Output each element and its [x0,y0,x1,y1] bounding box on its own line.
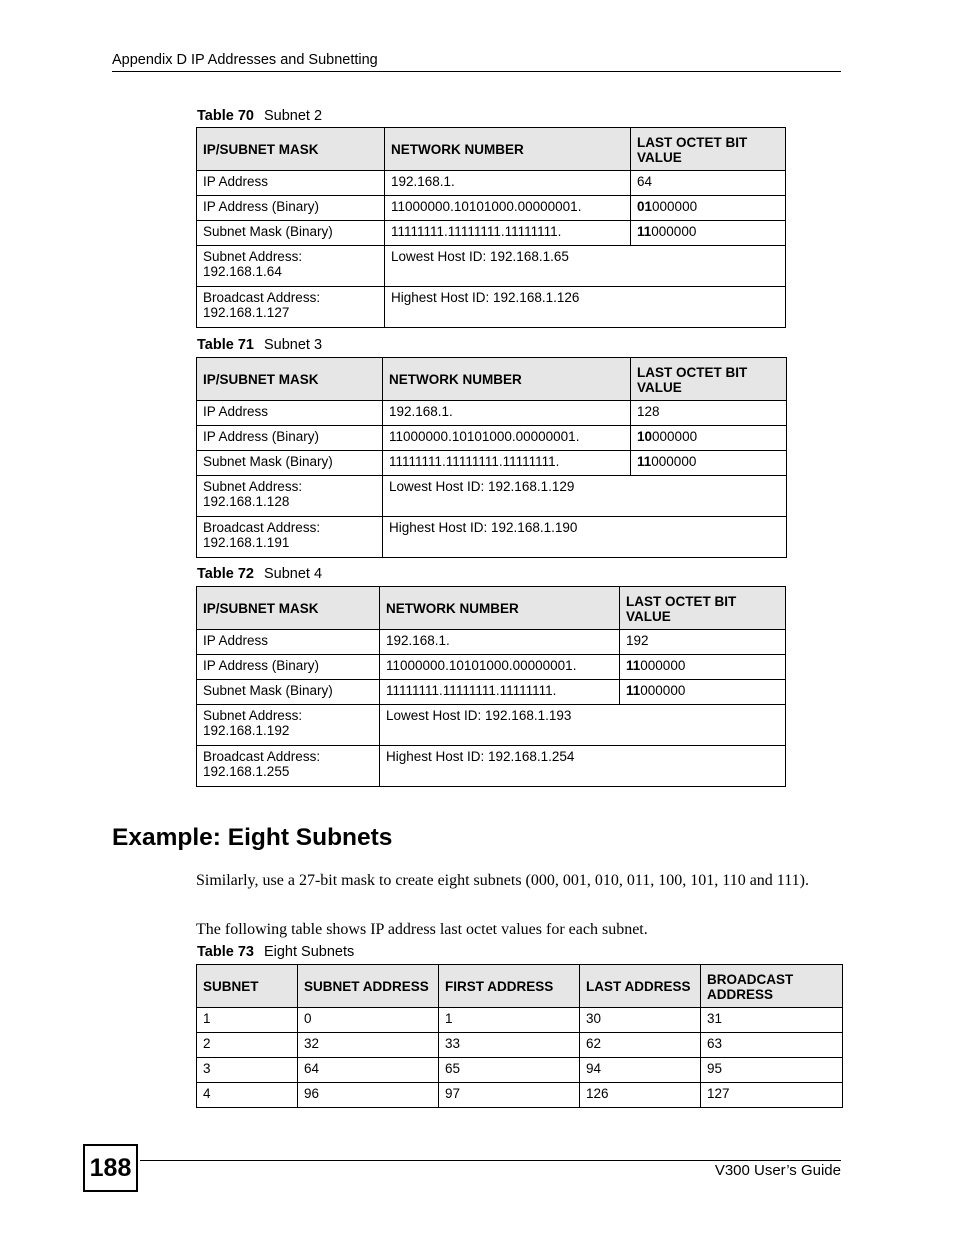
column-header: NETWORK NUMBER [383,358,631,401]
eight-subnets-table [196,964,843,1108]
table-cell: 94 [580,1058,701,1083]
column-header: BROADCAST ADDRESS [701,965,843,1008]
table-cell: 11111111.11111111.11111111. [380,680,620,705]
subnet-table [196,586,786,787]
table-row [197,476,787,517]
subnet-address-value: 192.168.1.64 [203,264,282,279]
table-label: Table 73 [197,944,254,960]
table-cell: IP Address [197,401,383,426]
bit-bold: 11 [626,683,641,698]
table-cell: 31 [701,1008,843,1033]
table-label: Table 71 [197,337,254,353]
table-row [197,746,786,787]
table-cell: IP Address (Binary) [197,426,383,451]
table-cell: 95 [701,1058,843,1083]
table-cell [197,705,380,746]
bit-bold: 11 [626,658,641,673]
table-cell: 3 [197,1058,298,1083]
broadcast-address-label: Broadcast Address: [203,520,321,535]
table-cell [620,630,786,655]
table-caption [197,337,322,353]
table-cell: 65 [439,1058,580,1083]
column-header: LAST OCTET BIT VALUE [620,587,786,630]
table-cell: 1 [197,1008,298,1033]
table-title: Subnet 3 [263,337,323,353]
table-cell: 63 [701,1033,843,1058]
table-cell: 192.168.1. [380,630,620,655]
table-row [197,451,787,476]
table-cell: 64 [298,1058,439,1083]
table-cell [631,221,786,246]
table-cell: Subnet Mask (Binary) [197,451,383,476]
table-cell: 11000000.10101000.00000001. [380,655,620,680]
broadcast-address-value: 192.168.1.127 [203,305,290,320]
broadcast-address-label: Broadcast Address: [203,290,321,305]
table-cell: 192.168.1. [385,171,631,196]
table-cell: 30 [580,1008,701,1033]
table-cell: 4 [197,1083,298,1108]
running-header: Appendix D IP Addresses and Subnetting [112,52,378,68]
table-row [197,246,786,287]
table-cell: 11000000.10101000.00000001. [385,196,631,221]
subnet-address-label: Subnet Address: [203,479,303,494]
table-cell: 1 [439,1008,580,1033]
table-cell: 126 [580,1083,701,1108]
table-row [197,655,786,680]
subnet-address-value: 192.168.1.192 [203,723,290,738]
table-row [197,1058,843,1083]
table-cell: Highest Host ID: 192.168.1.190 [383,517,787,558]
bit-rest: 000000 [640,658,686,673]
table-cell: 97 [439,1083,580,1108]
table-cell: IP Address [197,171,385,196]
table-row [197,1008,843,1033]
body-paragraph: The following table shows IP address last octet values for each subnet. [196,921,648,938]
bit-rest: 000000 [652,199,698,214]
table-cell: 192.168.1. [383,401,631,426]
table-cell [197,746,380,787]
table-cell: IP Address (Binary) [197,655,380,680]
table-cell [620,655,786,680]
subnet-address-value: 192.168.1.128 [203,494,290,509]
subnet-address-label: Subnet Address: [203,249,303,264]
table-row [197,1033,843,1058]
table-cell: Subnet Mask (Binary) [197,221,385,246]
table-title: Subnet 4 [263,566,323,582]
table-caption [197,566,322,582]
table-cell: Highest Host ID: 192.168.1.254 [380,746,786,787]
table-cell: 127 [701,1083,843,1108]
table-row [197,221,786,246]
table-cell: Lowest Host ID: 192.168.1.65 [385,246,786,287]
table-cell: Highest Host ID: 192.168.1.126 [385,287,786,328]
table-cell: 11111111.11111111.11111111. [383,451,631,476]
broadcast-address-value: 192.168.1.255 [203,764,290,779]
column-header: NETWORK NUMBER [380,587,620,630]
table-cell [631,426,787,451]
table-cell [631,451,787,476]
table-row [197,680,786,705]
table-title: Subnet 2 [263,108,323,124]
broadcast-address-value: 192.168.1.191 [203,535,290,550]
table-cell [197,476,383,517]
table-row [197,287,786,328]
body-paragraph: Similarly, use a 27-bit mask to create eight subnets (000, 001, 010, 011, 100, 101, 110 and 111). [196,872,809,889]
table-row [197,196,786,221]
table-row [197,401,787,426]
column-header: LAST OCTET BIT VALUE [631,128,786,171]
footer-rule [140,1160,841,1161]
bit-rest: 000000 [651,454,697,469]
table-caption [197,108,322,124]
table-row [197,171,786,196]
table-cell: IP Address (Binary) [197,196,385,221]
column-header: FIRST ADDRESS [439,965,580,1008]
broadcast-address-label: Broadcast Address: [203,749,321,764]
bit-rest: 128 [637,404,660,419]
header-rule [112,71,841,72]
column-header: IP/SUBNET MASK [197,358,383,401]
table-cell: 96 [298,1083,439,1108]
table-cell: Lowest Host ID: 192.168.1.129 [383,476,787,517]
subnet-table [196,127,786,328]
page-number: 188 [83,1144,138,1192]
bit-bold: 01 [637,199,653,214]
bit-bold: 11 [637,454,652,469]
column-header: NETWORK NUMBER [385,128,631,171]
subnet-table [196,357,787,558]
bit-bold: 11 [637,224,652,239]
table-cell: 62 [580,1033,701,1058]
table-cell [631,171,786,196]
table-row [197,705,786,746]
table-cell: 33 [439,1033,580,1058]
table-cell: IP Address [197,630,380,655]
table-row [197,630,786,655]
table-cell: 32 [298,1033,439,1058]
table-row [197,426,787,451]
bit-rest: 000000 [652,429,698,444]
bit-rest: 000000 [651,224,697,239]
column-header: LAST ADDRESS [580,965,701,1008]
guide-title: V300 User’s Guide [714,1162,841,1179]
table-cell: 0 [298,1008,439,1033]
bit-bold: 10 [637,429,653,444]
table-cell: 11111111.11111111.11111111. [385,221,631,246]
table-row [197,517,787,558]
section-heading: Example: Eight Subnets [112,824,393,851]
column-header: LAST OCTET BIT VALUE [631,358,787,401]
column-header: IP/SUBNET MASK [197,587,380,630]
bit-rest: 64 [637,174,653,189]
table-cell [631,196,786,221]
table-caption [197,944,354,960]
table-title: Eight Subnets [263,944,355,960]
table-cell: 11000000.10101000.00000001. [383,426,631,451]
table-label: Table 70 [197,108,254,124]
bit-rest: 192 [626,633,649,648]
column-header: SUBNET ADDRESS [298,965,439,1008]
table-cell: Subnet Mask (Binary) [197,680,380,705]
table-cell [197,246,385,287]
table-cell [197,287,385,328]
table-row [197,1083,843,1108]
column-header: SUBNET [197,965,298,1008]
table-cell [197,517,383,558]
subnet-address-label: Subnet Address: [203,708,303,723]
column-header: IP/SUBNET MASK [197,128,385,171]
table-cell: Lowest Host ID: 192.168.1.193 [380,705,786,746]
bit-rest: 000000 [640,683,686,698]
table-cell [631,401,787,426]
table-label: Table 72 [197,566,254,582]
table-cell: 2 [197,1033,298,1058]
table-cell [620,680,786,705]
